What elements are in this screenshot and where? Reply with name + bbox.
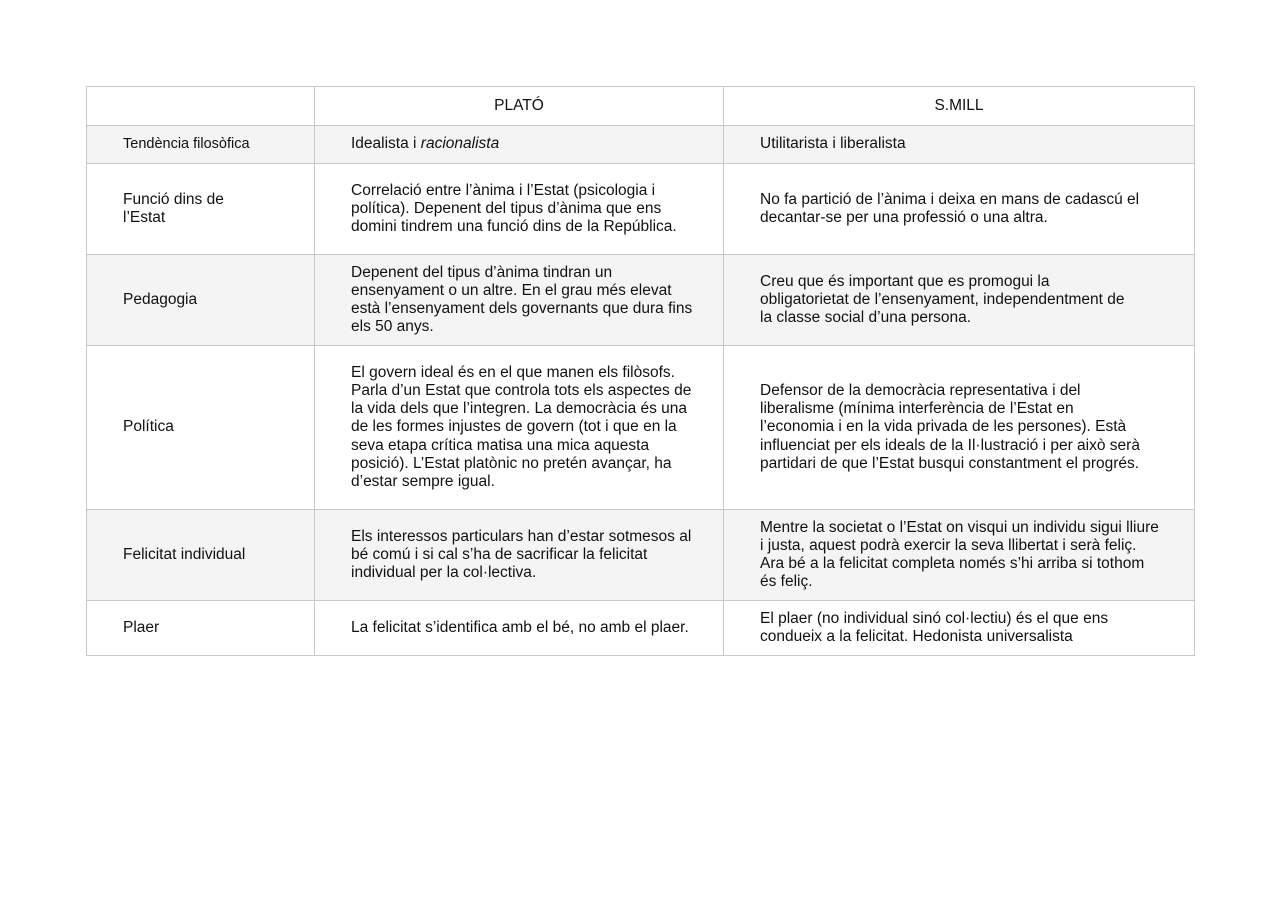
plato-cell: La felicitat s’identifica amb el bé, no amb el plaer. <box>315 601 724 656</box>
row-label-text: Funció dins de l’Estat <box>123 190 224 226</box>
mill-cell: Mentre la societat o l’Estat on visqui un individu sigui lliure i justa, aquest podrà exercir la seva llibertat i serà feliç. Ara bé a la felicitat completa només s’hi arriba si tothom és feliç. <box>724 510 1195 601</box>
header-empty <box>87 87 315 126</box>
table-row <box>87 126 1195 164</box>
plato-text: Idealista i <box>351 135 421 153</box>
plato-cell: Depenent del tipus d’ànima tindran un ensenyament o un altre. En el grau més elevat està l’ensenyament dels governants que dura fins els 50 anys. <box>315 255 724 346</box>
row-label <box>87 164 315 255</box>
table-row <box>87 601 1195 656</box>
mill-cell: Utilitarista i liberalista <box>724 126 1195 164</box>
mill-cell <box>724 346 1195 510</box>
plato-text-italic: racionalista <box>420 135 500 153</box>
mill-cell <box>724 255 1195 346</box>
plato-cell: Correlació entre l’ànima i l’Estat (psicologia i política). Depenent del tipus d’ànima que ens domini tindrem una funció dins de la República. <box>315 164 724 255</box>
mill-text: Creu que és important que es promogui la obligatorietat de l’ensenyament, independentment de la classe social d’una persona. <box>760 272 1125 327</box>
row-label: Plaer <box>87 601 315 656</box>
table-row <box>87 255 1195 346</box>
mill-text: Defensor de la democràcia representativa i del liberalisme (mínima interferència de l’Estat en l’economia i en la vida privada de les persones). Està influenciat per els ideals de la Il·lustració i per això serà partidari de que l’Estat busqui constantment el progrés. <box>760 381 1140 472</box>
plato-cell: Els interessos particulars han d’estar sotmesos al bé comú i si cal s’ha de sacrificar la felicitat individual per la col·lectiva. <box>315 510 724 601</box>
header-mill: S.MILL <box>724 87 1195 126</box>
table-row <box>87 510 1195 601</box>
comparison-table <box>86 86 1195 656</box>
row-label: Política <box>87 346 315 510</box>
row-label: Felicitat individual <box>87 510 315 601</box>
row-label: Tendència filosòfica <box>87 126 315 164</box>
table-row <box>87 164 1195 255</box>
row-label: Pedagogia <box>87 255 315 346</box>
mill-cell: El plaer (no individual sinó col·lectiu) és el que ens condueix a la felicitat. Hedonista universalista <box>724 601 1195 656</box>
plato-cell <box>315 126 724 164</box>
mill-cell: No fa partició de l’ànima i deixa en mans de cadascú el decantar-se per una professió o una altra. <box>724 164 1195 255</box>
plato-cell: El govern ideal és en el que manen els filòsofs. Parla d’un Estat que controla tots els aspectes de la vida dels que l’integren. La democràcia és una de les formes injustes de govern (tot i que en la seva etapa crítica matisa una mica aquesta posició). L’Estat platònic no pretén avançar, ha d’estar sempre igual. <box>315 346 724 510</box>
header-plato: PLATÓ <box>315 87 724 126</box>
table-header-row <box>87 87 1195 126</box>
table-row <box>87 346 1195 510</box>
